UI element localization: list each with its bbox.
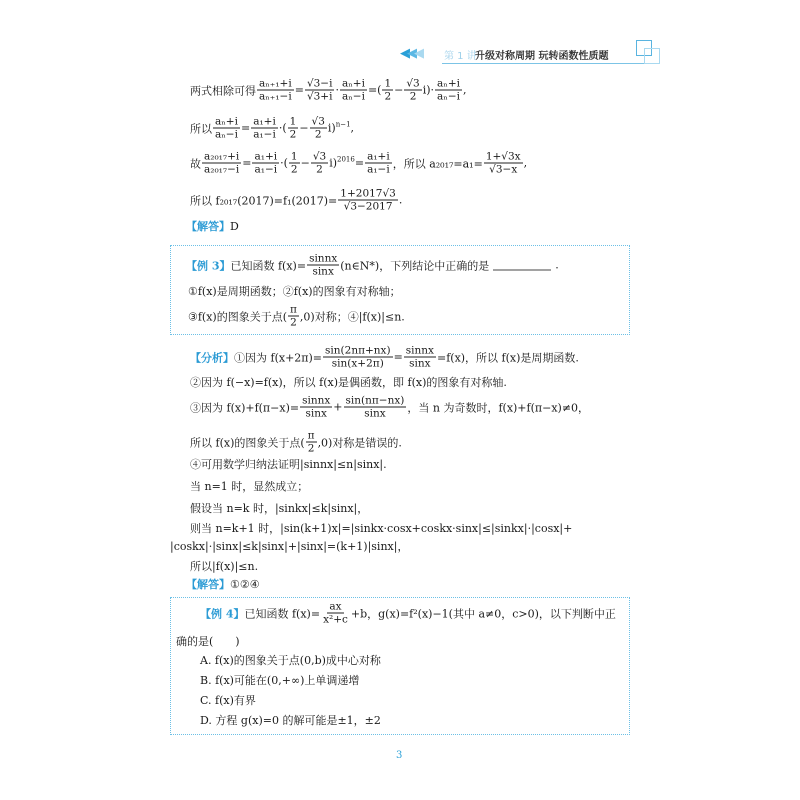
text-run: 已知函数 f(x)= [230, 259, 307, 272]
text-run: . [398, 193, 403, 207]
text-run: 则当 n=k+1 时，|sin(k+1)x|=|sinkx·cosx+coskx·sinx|≤|sinkx|·|cosx|+ [190, 522, 573, 535]
text-line [190, 345, 579, 370]
text-line [190, 500, 368, 516]
text-run: · [335, 83, 339, 97]
text-run: ①因为 f(x+2π)= [234, 351, 323, 364]
denominator: aₙ₊₁−i [259, 90, 292, 103]
denominator: a₁−i [253, 128, 276, 141]
denominator: √3−x [489, 163, 518, 176]
text-run: D. 方程 g(x)=0 的解可能是±1，±2 [200, 714, 381, 727]
text-line [200, 692, 256, 708]
numerator: 1 [384, 77, 392, 90]
text-line [190, 430, 402, 455]
numerator: a₂₀₁₇+i [204, 150, 240, 163]
text-line [188, 304, 405, 329]
fraction [338, 188, 398, 213]
numerator: sinnx [309, 252, 338, 265]
text-run: − [394, 83, 404, 97]
square-decoration-icon [644, 48, 660, 64]
numerator: a₁+i [253, 115, 276, 128]
fraction [288, 116, 299, 141]
text-run: |coskx|·|sinx|≤k|sinx|+|sinx|=(k+1)|sinx|， [170, 540, 409, 553]
text-run: i)· [422, 83, 435, 97]
fraction [252, 151, 279, 176]
text-line [188, 283, 401, 299]
denominator: 2 [409, 90, 417, 103]
text-run: ③因为 f(x)+f(π−x)= [190, 401, 300, 414]
numerator: 1+2017√3 [340, 187, 396, 200]
fraction [310, 116, 327, 141]
fraction [307, 253, 339, 278]
text-line [190, 456, 387, 472]
text-line [200, 712, 381, 728]
denominator: 2 [289, 128, 297, 141]
text-line [190, 374, 507, 390]
lecture-number: 第 1 讲 [444, 51, 477, 62]
text-run: = [294, 83, 304, 97]
arrow-icon: ◀ [407, 46, 414, 61]
numerator: a₁+i [254, 150, 278, 163]
fraction [257, 78, 294, 103]
header-rule [442, 63, 652, 64]
denominator: √3−2017 [343, 200, 393, 213]
text-line [190, 478, 308, 494]
fraction [344, 395, 407, 420]
fraction [484, 151, 523, 176]
fraction [305, 78, 335, 103]
text-run: ②因为 f(−x)=f(x)，所以 f(x)是偶函数，即 f(x)的图象有对称轴. [190, 376, 507, 389]
text-run: 所以 f(x)的图象关于点( [190, 436, 305, 449]
numerator: sin(nπ−nx) [345, 394, 405, 407]
fraction [323, 345, 393, 370]
fraction [435, 78, 462, 103]
text-run: = [242, 156, 252, 170]
text-line [190, 151, 527, 176]
text-line [176, 633, 240, 649]
denominator: aₙ−i [341, 90, 365, 103]
section-tag: 【分析】 [190, 351, 234, 364]
fraction [289, 151, 300, 176]
numerator: a₁+i [367, 150, 390, 163]
numerator: √3 [406, 77, 420, 90]
text-run: ③f(x)的图象关于点( [188, 310, 288, 323]
text-run: ，所以 a₂₀₁₇=a₁= [392, 157, 483, 170]
arrow-icons [400, 46, 421, 61]
numerator: 1 [289, 115, 297, 128]
text-run: C. f(x)有界 [200, 694, 256, 707]
text-run: , [463, 83, 467, 97]
numerator: aₙ₊₁+i [259, 77, 292, 90]
denominator: 2 [290, 163, 298, 176]
fraction [202, 151, 241, 176]
denominator: a₁−i [254, 163, 278, 176]
fraction [300, 395, 332, 420]
arrow-icon: ◀ [414, 46, 421, 61]
numerator: aₙ+i [341, 77, 365, 90]
text-run: − [300, 156, 310, 170]
fraction [321, 601, 350, 626]
text-run: , [523, 156, 528, 170]
text-line [190, 395, 589, 420]
denominator: 2 [314, 128, 322, 141]
denominator: sinx [409, 357, 431, 370]
text-run: i) [329, 156, 338, 170]
section-tag: 【例 3】 [186, 259, 231, 272]
text-run: ,0)对称；④|f(x)|≤n. [299, 310, 405, 323]
denominator: a₁−i [367, 163, 390, 176]
text-run: =f(x)，所以 f(x)是周期函数. [436, 351, 579, 364]
text-line [200, 601, 616, 626]
denominator: √3+i [306, 90, 333, 103]
text-line [200, 672, 359, 688]
text-line [190, 520, 572, 536]
text-line [186, 218, 239, 234]
text-run: = [240, 121, 251, 135]
numerator: ax [329, 600, 342, 613]
text-run: ·( [278, 121, 287, 135]
denominator: 2 [384, 90, 392, 103]
text-run: 所以 f₂₀₁₇(2017)=f₁(2017)= [190, 194, 338, 207]
denominator: 2 [316, 163, 323, 176]
text-run: =( [367, 83, 382, 97]
text-run: = [354, 156, 365, 170]
numerator: aₙ+i [437, 77, 461, 90]
numerator: aₙ+i [215, 115, 238, 128]
text-line [190, 188, 402, 213]
text-run: = [393, 350, 403, 364]
fraction [340, 78, 367, 103]
text-run: − [299, 121, 309, 135]
text-line [170, 538, 408, 554]
denominator: a₂₀₁₇−i [204, 163, 240, 176]
text-run: 当 n=1 时，显然成立； [190, 480, 309, 493]
fraction [365, 151, 392, 176]
numerator: 1+√3x [485, 150, 521, 163]
denominator: 2 [307, 442, 315, 455]
numerator: π [307, 429, 315, 442]
text-run: . [555, 258, 559, 272]
denominator: sinx [305, 407, 327, 420]
numerator: sin(2nπ+nx) [325, 344, 391, 357]
text-run: 两式相除可得 [190, 84, 256, 97]
text-run: ，当 n 为奇数时，f(x)+f(π−x)≠0， [407, 401, 590, 414]
section-tag: 【解答】 [186, 578, 230, 591]
fraction [404, 78, 421, 103]
page-number: 3 [396, 750, 403, 761]
denominator: 2 [290, 316, 297, 329]
denominator: sin(x+2π) [331, 357, 384, 370]
text-run: D [230, 219, 239, 233]
text-line [186, 576, 260, 592]
text-run: ④可用数学归纳法证明|sinnx|≤n|sinx|. [190, 458, 387, 471]
numerator: sinnx [302, 394, 331, 407]
page-header [400, 44, 660, 68]
text-line [190, 78, 467, 103]
denominator: sinx [364, 407, 386, 420]
text-run: ①f(x)是周期函数；②f(x)的图象有对称轴； [188, 285, 401, 298]
text-run: 已知函数 f(x)= [244, 607, 321, 620]
text-run: B. f(x)可能在(0,+∞)上单调递增 [200, 674, 360, 687]
numerator: sinnx [405, 344, 434, 357]
numerator: π [290, 303, 297, 316]
text-run: 故 [190, 157, 201, 170]
numerator: √3 [311, 115, 325, 128]
fraction [288, 304, 299, 329]
text-run: 假设当 n=k 时，|sinkx|≤k|sinx|， [190, 502, 369, 515]
lecture-title: 升级对称周期 玩转函数性质题 [475, 51, 609, 62]
answer-blank [493, 260, 551, 271]
fraction [306, 430, 317, 455]
numerator: √3 [312, 150, 327, 163]
section-tag: 【例 4】 [200, 607, 245, 620]
text-run: ,0)对称是错误的. [317, 436, 402, 449]
exponent: 2016 [337, 155, 355, 163]
text-run: , [350, 121, 355, 135]
text-run: 所以 [190, 122, 212, 135]
denominator: aₙ−i [215, 128, 238, 141]
numerator: 1 [290, 150, 298, 163]
text-run: 所以|f(x)|≤n. [190, 560, 259, 573]
numerator: √3−i [306, 77, 333, 90]
arrow-icon: ◀ [400, 46, 407, 61]
text-run: i) [327, 121, 336, 135]
exponent: n−1 [335, 120, 351, 128]
text-run: (n∈N*)，下列结论中正确的是 [340, 259, 490, 272]
fraction [382, 78, 393, 103]
text-line [190, 558, 258, 574]
section-tag: 【解答】 [186, 220, 230, 233]
text-run: ·( [280, 156, 288, 170]
text-line [190, 116, 354, 141]
text-run: ①②④ [230, 577, 260, 591]
denominator: sinx [312, 265, 334, 278]
denominator: x²+c [323, 613, 348, 626]
text-run: A. f(x)的图象关于点(0,b)成中心对称 [200, 654, 381, 667]
text-run: + [333, 400, 343, 414]
fraction [213, 116, 240, 141]
text-run: 确的是( ) [176, 635, 240, 648]
fraction [311, 151, 328, 176]
fraction [251, 116, 278, 141]
fraction [404, 345, 436, 370]
text-run: +b，g(x)=f²(x)−1(其中 a≠0，c>0)，以下判断中正 [350, 607, 616, 620]
text-line [186, 253, 559, 278]
denominator: aₙ−i [437, 90, 461, 103]
text-line [200, 652, 381, 668]
